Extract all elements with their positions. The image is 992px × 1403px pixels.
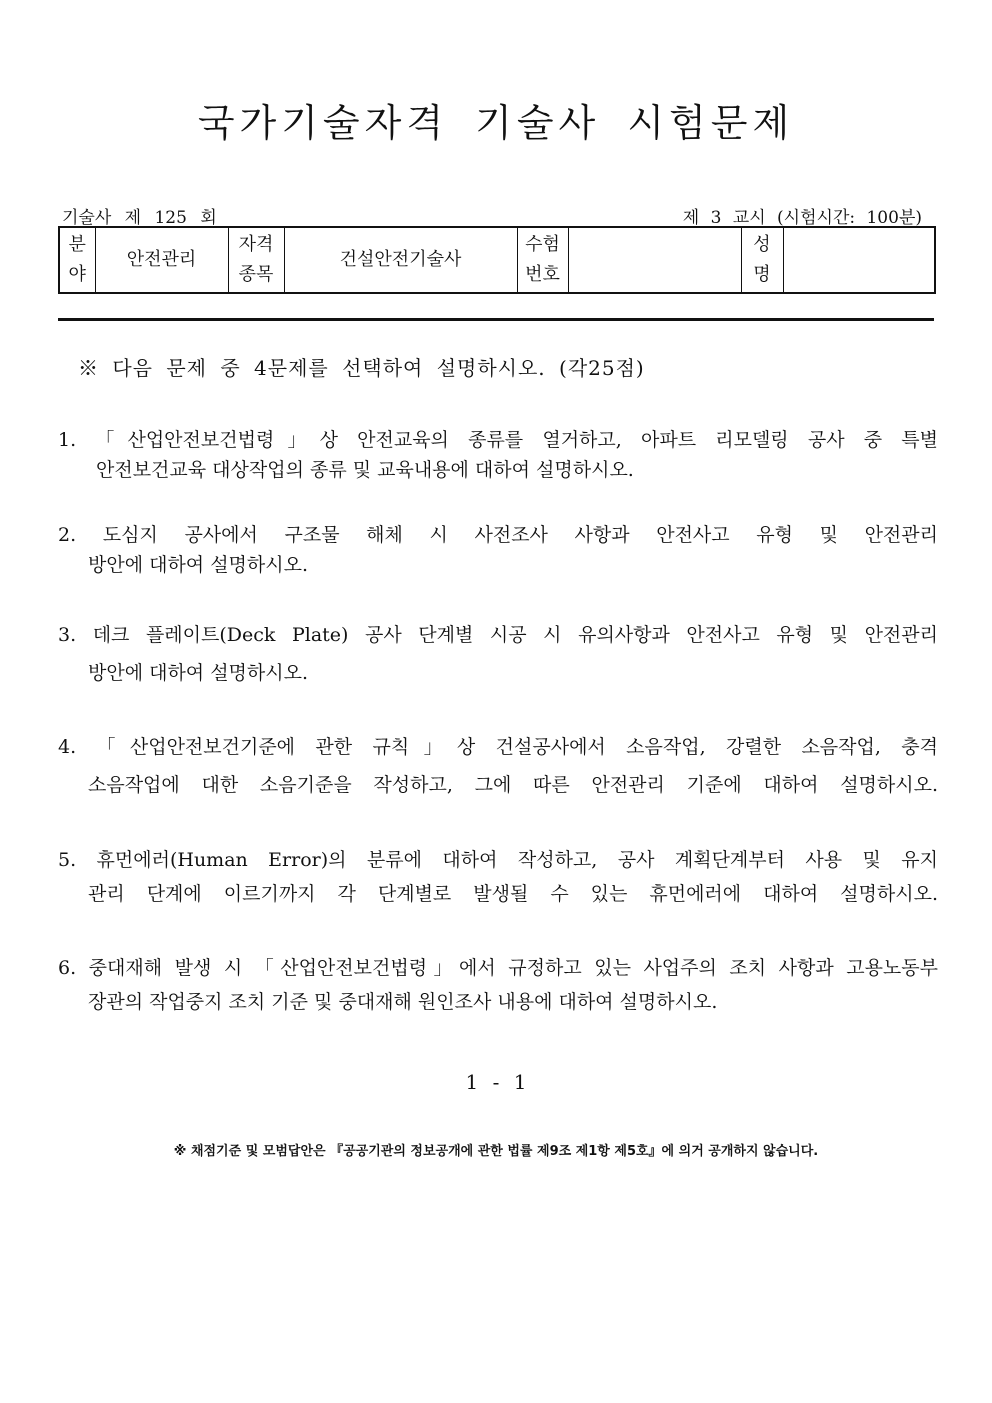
question-5-line-1: 5. 휴먼에러(Human Error)의 분류에 대하여 작성하고, 공사 계획단계부터 사용 및 유지 (58, 849, 938, 871)
item-label-top: 자격 (238, 234, 274, 255)
question-6 (58, 953, 938, 1017)
question-4-line-1: 4. 「산업안전보건기준에 관한 규칙」상 건설공사에서 소음작업, 강렬한 소음작업, 충격 (58, 736, 938, 758)
question-1 (58, 425, 938, 485)
question-2 (58, 520, 938, 580)
name-label-top: 성 (753, 234, 771, 255)
number-label-cell (517, 227, 568, 293)
question-2-line-2: 방안에 대하여 설명하시오. (88, 554, 309, 576)
item-label-bottom: 종목 (238, 264, 274, 285)
question-1-line-2: 안전보건교육 대상작업의 종류 및 교육내용에 대하여 설명하시오. (96, 459, 634, 481)
name-label-cell (741, 227, 783, 293)
field-label-bottom: 야 (68, 264, 86, 285)
page-number: 1 - 1 (465, 1070, 527, 1094)
header-divider (58, 318, 934, 321)
number-label-bottom: 번호 (525, 264, 560, 285)
field-label-top: 분 (68, 234, 86, 255)
question-3-line-1: 3. 데크 플레이트(Deck Plate) 공사 단계별 시공 시 유의사항과 안전사고 유형 및 안전관리 (58, 624, 938, 646)
exam-round: 기술사 제 125 회 (62, 208, 217, 228)
number-label-top: 수험 (525, 234, 560, 255)
item-label-cell (228, 227, 284, 293)
name-label-bottom: 명 (753, 264, 771, 285)
question-2-line-1: 2. 도심지 공사에서 구조물 해체 시 사전조사 사항과 안전사고 유형 및 안전관리 (58, 524, 938, 546)
instruction-text: ※ 다음 문제 중 4문제를 선택하여 설명하시오. (각25점) (78, 356, 645, 380)
question-5-line-2: 관리 단계에 이르기까지 각 단계별로 발생될 수 있는 휴먼에러에 대하여 설명하시오. (88, 883, 938, 905)
number-value[interactable] (568, 227, 741, 293)
footer-notice: ※ 채점기준 및 모범답안은 『공공기관의 정보공개에 관한 법률 제9조 제1항 제5호』에 의거 공개하지 않습니다. (173, 1144, 819, 1159)
item-value: 건설안전기술사 (284, 227, 517, 293)
question-6-line-2: 장관의 작업중지 조치 기준 및 중대재해 원인조사 내용에 대하여 설명하시오. (88, 991, 718, 1013)
question-4-line-2: 소음작업에 대한 소음기준을 작성하고, 그에 따른 안전관리 기준에 대하여 설명하시오. (88, 774, 938, 796)
question-5 (58, 845, 938, 909)
question-1-line-1: 1. 「산업안전보건법령」상 안전교육의 종류를 열거하고, 아파트 리모델링 공사 중 특별 (58, 429, 938, 451)
field-value: 안전관리 (95, 227, 228, 293)
exam-period: 제 3 교시 (시험시간: 100분) (682, 208, 922, 228)
name-value[interactable] (783, 227, 935, 293)
field-label-cell (59, 227, 95, 293)
question-3 (58, 620, 938, 688)
question-4 (58, 732, 938, 800)
question-3-line-2: 방안에 대하여 설명하시오. (88, 662, 309, 684)
question-6-line-1: 6. 중대재해 발생 시 「산업안전보건법령」에서 규정하고 있는 사업주의 조치 사항과 고용노동부 (58, 957, 938, 979)
document-title: 국가기술자격 기술사 시험문제 (197, 101, 795, 145)
exam-info-table (58, 226, 936, 294)
